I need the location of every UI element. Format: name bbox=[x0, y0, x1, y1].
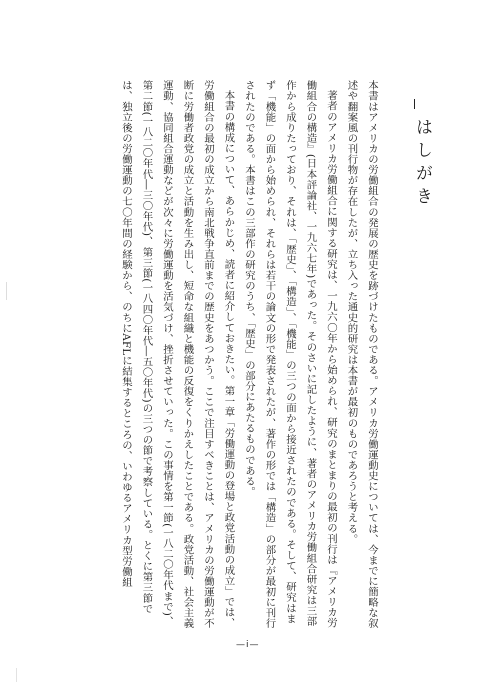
scan-mark bbox=[16, 668, 17, 682]
paragraph: 本書の構成について、あらかじめ、読者に紹介しておきたい。第一章「労働運動の登場と政党活動の成立」では、労働組合の最初の成立から南北戦争直前までの歴史をあつかう。ここで注目すべきことは、アメリカの労働運動が不断に労働者政党の成立と活動を生み出し、短命な組織と機能の反復をくりかえしたことである。政党活動、社会主義運動、協同組合運動などが次々に労働運動を活気づけ、挫折させていった。この事情を第一節(一八二〇年代まで)、第二節(一八二〇年代―三〇年代)、第三節(一八四〇年代―五〇年代)の三つの節で考察している。とくに第三節では、独立後の労働運動の七〇年間の経験から、のちにAFLに結集するところの、いわゆるアメリカ型労働組 bbox=[120, 80, 235, 629]
body-text bbox=[122, 80, 382, 632]
heading-rule bbox=[414, 99, 415, 109]
scan-mark bbox=[6, 282, 7, 300]
paragraph: 本書はアメリカの労働組合の発展の歴史を跡づけたものである。アメリカ労働運動史については、今までに簡略な叙述や翻案風の刊行物が存在したが、立ち入った通史的研究は本書が最初のものであろうと考える。 bbox=[345, 80, 378, 629]
paragraph: 著者のアメリカ労働組合に関する研究は、一九六〇年から始められ、研究のまとまりの最初の刊行は『アメリカ労働組合の構造』(日本評論社、一九六七年)であった。そのさいに記したように、著者のアメリカ労働組合研究は三部作から成りたっており、それは、「歴史」、「構造」、「機能」の三つの面から接近されたのである。そして、研究はまず「機能」の面から始められ、それらは若干の論文の形で発表されたが、著作の形では「構造」の部分が最初に刊行されたのである。本書はこの三部作の研究のうち、「歴史」の部分にあたるものである。 bbox=[243, 80, 337, 629]
page-heading: はしがき bbox=[412, 118, 432, 210]
page-number: —i— bbox=[236, 640, 260, 650]
